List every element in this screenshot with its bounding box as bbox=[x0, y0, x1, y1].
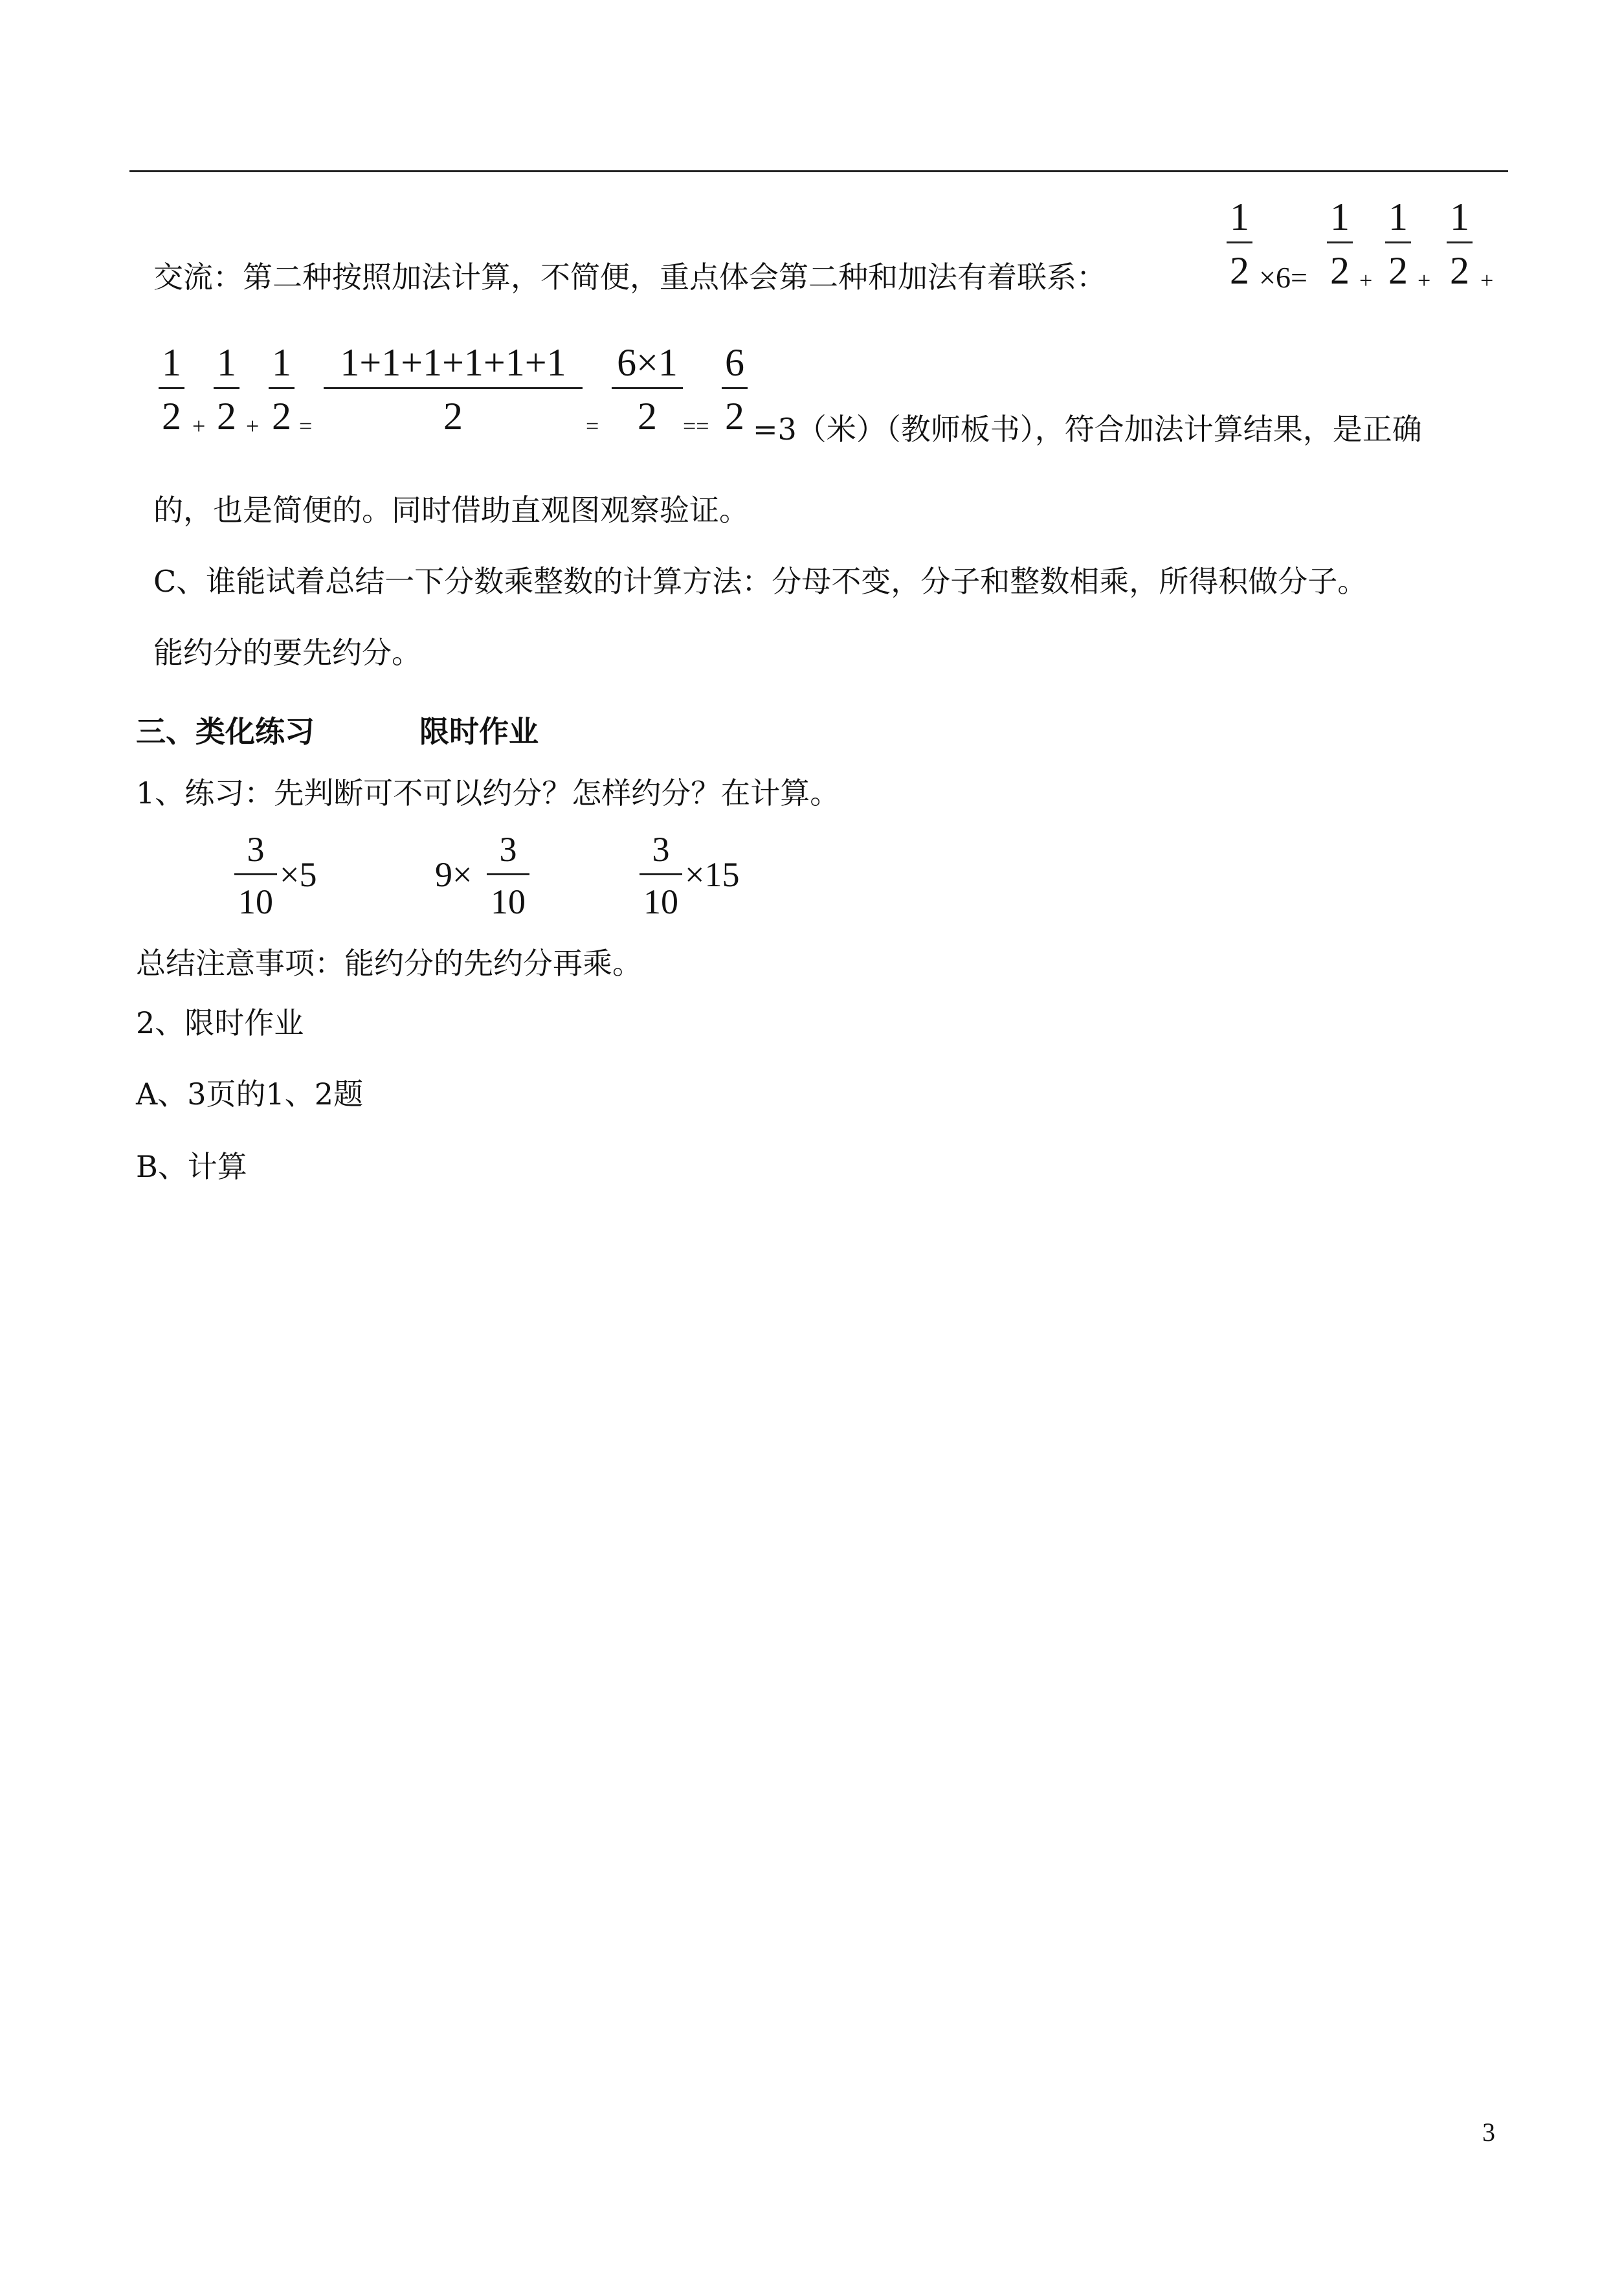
exchange-prefix: 交流：第二种按照加法计算，不简便，重点体会第二种和加法有着联系： bbox=[153, 260, 1106, 295]
fraction-denominator: 2 bbox=[1450, 249, 1469, 292]
summary-note: 总结注意事项：能约分的先约分再乘。 bbox=[136, 946, 642, 981]
fraction-denominator: 2 bbox=[217, 395, 236, 438]
plus-operator: + bbox=[1480, 267, 1494, 293]
fraction-denominator: 2 bbox=[272, 395, 291, 438]
fraction-denominator: 10 bbox=[238, 882, 273, 921]
summary-c-line2: 能约分的要先约分。 bbox=[153, 635, 421, 670]
practice2-item-b: B、计算 bbox=[136, 1149, 247, 1184]
plus-operator: + bbox=[1359, 267, 1373, 293]
expression-lead: 9× bbox=[435, 855, 473, 894]
fraction-three-tenths bbox=[487, 832, 529, 919]
section-subtitle: 限时作业 bbox=[419, 714, 539, 749]
fraction-one-half bbox=[1385, 197, 1411, 290]
section-title: 三、类化练习 bbox=[136, 714, 315, 749]
header-rule bbox=[129, 170, 1508, 172]
equals-operator: = bbox=[299, 413, 313, 439]
fraction-one-half bbox=[1227, 197, 1252, 290]
expression-tail: ×15 bbox=[685, 855, 740, 894]
equals-operator: = bbox=[586, 413, 599, 439]
fraction-numerator: 6 bbox=[725, 341, 744, 384]
plus-operator: + bbox=[246, 413, 260, 439]
exchange-result-text: =3（米）（教师板书），符合加法计算结果，是正确 bbox=[753, 412, 1422, 447]
fraction-numerator: 1+1+1+1+1+1 bbox=[340, 341, 566, 384]
fraction-numerator: 1 bbox=[1330, 196, 1350, 238]
fraction-denominator: 2 bbox=[1388, 249, 1408, 292]
fraction-one-half bbox=[159, 343, 184, 436]
double-equals-operator: == bbox=[683, 413, 709, 439]
fraction-denominator: 2 bbox=[162, 395, 181, 438]
exchange-continuation: 的，也是简便的。同时借助直观图观察验证。 bbox=[153, 493, 749, 528]
fraction-three-tenths bbox=[640, 832, 682, 919]
fraction-numerator: 6×1 bbox=[617, 341, 678, 384]
expression-tail: ×5 bbox=[280, 855, 317, 894]
fraction-numerator: 1 bbox=[1388, 196, 1408, 238]
fraction-numerator: 1 bbox=[1230, 196, 1249, 238]
fraction-denominator: 10 bbox=[643, 882, 678, 921]
plus-operator: + bbox=[192, 413, 206, 439]
fraction-numerator: 1 bbox=[162, 341, 181, 384]
page-number: 3 bbox=[1482, 2118, 1495, 2147]
fraction-numerator: 1 bbox=[272, 341, 291, 384]
fraction-denominator: 2 bbox=[1230, 249, 1249, 292]
fraction-numerator: 3 bbox=[247, 830, 265, 869]
plus-operator: + bbox=[1418, 267, 1431, 293]
fraction-one-half bbox=[1327, 197, 1353, 290]
summary-c-line1: C、谁能试着总结一下分数乘整数的计算方法：分母不变，分子和整数相乘，所得积做分子。 bbox=[153, 564, 1368, 599]
fraction-one-half bbox=[269, 343, 295, 436]
fraction-six-halves bbox=[722, 343, 748, 436]
fraction-three-tenths bbox=[234, 832, 277, 919]
practice2-label: 2、限时作业 bbox=[136, 1005, 304, 1040]
fraction-denominator: 2 bbox=[1330, 249, 1350, 292]
fraction-numerator: 3 bbox=[499, 830, 517, 869]
practice2-item-a: A、3页的1、2题 bbox=[136, 1077, 364, 1112]
fraction-numerator: 1 bbox=[1450, 196, 1469, 238]
fraction-numerator: 3 bbox=[652, 830, 670, 869]
fraction-one-half bbox=[214, 343, 239, 436]
fraction-six-times-one bbox=[612, 343, 683, 436]
fraction-numerator: 1 bbox=[217, 341, 236, 384]
fraction-sum-of-ones bbox=[324, 343, 583, 436]
times-six-operator: ×6= bbox=[1259, 261, 1307, 294]
practice1-label: 1、练习：先判断可不可以约分？怎样约分？在计算。 bbox=[136, 776, 840, 811]
fraction-denominator: 2 bbox=[725, 395, 744, 438]
fraction-denominator: 10 bbox=[491, 882, 526, 921]
fraction-one-half bbox=[1447, 197, 1473, 290]
fraction-denominator: 2 bbox=[638, 395, 657, 438]
fraction-denominator: 2 bbox=[443, 395, 463, 438]
